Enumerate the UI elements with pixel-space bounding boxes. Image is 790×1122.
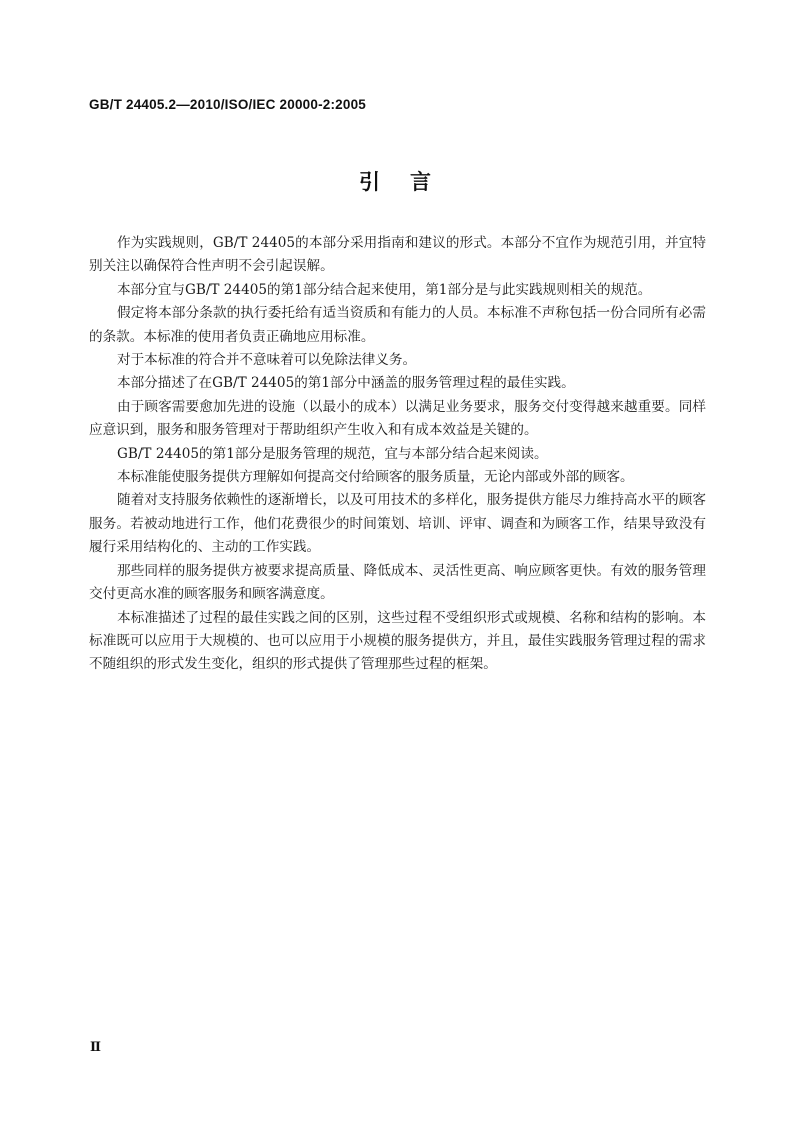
- paragraph: 作为实践规则，GB/T 24405的本部分采用指南和建议的形式。本部分不宜作为规范引用，并宜特别关注以确保符合性声明不会引起误解。: [89, 235, 706, 275]
- standard-code-header: GB/T 24405.2—2010/ISO/IEC 20000-2:2005: [89, 97, 367, 112]
- paragraph: GB/T 24405的第1部分是服务管理的规范，宜与本部分结合起来阅读。: [117, 445, 548, 462]
- paragraph: 本部分描述了在GB/T 24405的第1部分中涵盖的服务管理过程的最佳实践。: [117, 375, 575, 392]
- paragraph: 本标准能使服务提供方理解如何提高交付给顾客的服务质量，无论内部或外部的顾客。: [117, 469, 634, 486]
- paragraph: 由于顾客需要愈加先进的设施（以最小的成本）以满足业务要求，服务交付变得越来越重要。同样应意识到，服务和服务管理对于帮助组织产生收入和有成本效益是关键的。: [89, 398, 706, 439]
- body-text: [89, 232, 706, 677]
- paragraph: 对于本标准的符合并不意味着可以免除法律义务。: [117, 352, 417, 369]
- paragraph: 本标准描述了过程的最佳实践之间的区别，这些过程不受组织形式或规模、名称和结构的影响。本标准既可以应用于大规模的、也可以应用于小规模的服务提供方，并且，最佳实践服务管理过程的需求不随组织的形式发生变化，组织的形式提供了管理那些过程的框架。: [89, 609, 706, 673]
- paragraph: 那些同样的服务提供方被要求提高质量、降低成本、灵活性更高、响应顾客更快。有效的服务管理交付更高水准的顾客服务和顾客满意度。: [89, 562, 706, 603]
- page-number: Ⅱ: [90, 1040, 101, 1055]
- page-title: 引言: [359, 170, 461, 194]
- paragraph: 本部分宜与GB/T 24405的第1部分结合起来使用，第1部分是与此实践规则相关的规范。: [117, 281, 652, 298]
- paragraph: 随着对支持服务依赖性的逐渐增长，以及可用技术的多样化，服务提供方能尽力维持高水平的顾客服务。若被动地进行工作，他们花费很少的时间策划、培训、评审、调查和为顾客工作，结果导致没有履行采用结构化的、主动的工作实践。: [89, 492, 706, 556]
- paragraph: 假定将本部分条款的执行委托给有适当资质和有能力的人员。本标准不声称包括一份合同所有必需的条款。本标准的使用者负责正确地应用标准。: [89, 305, 706, 345]
